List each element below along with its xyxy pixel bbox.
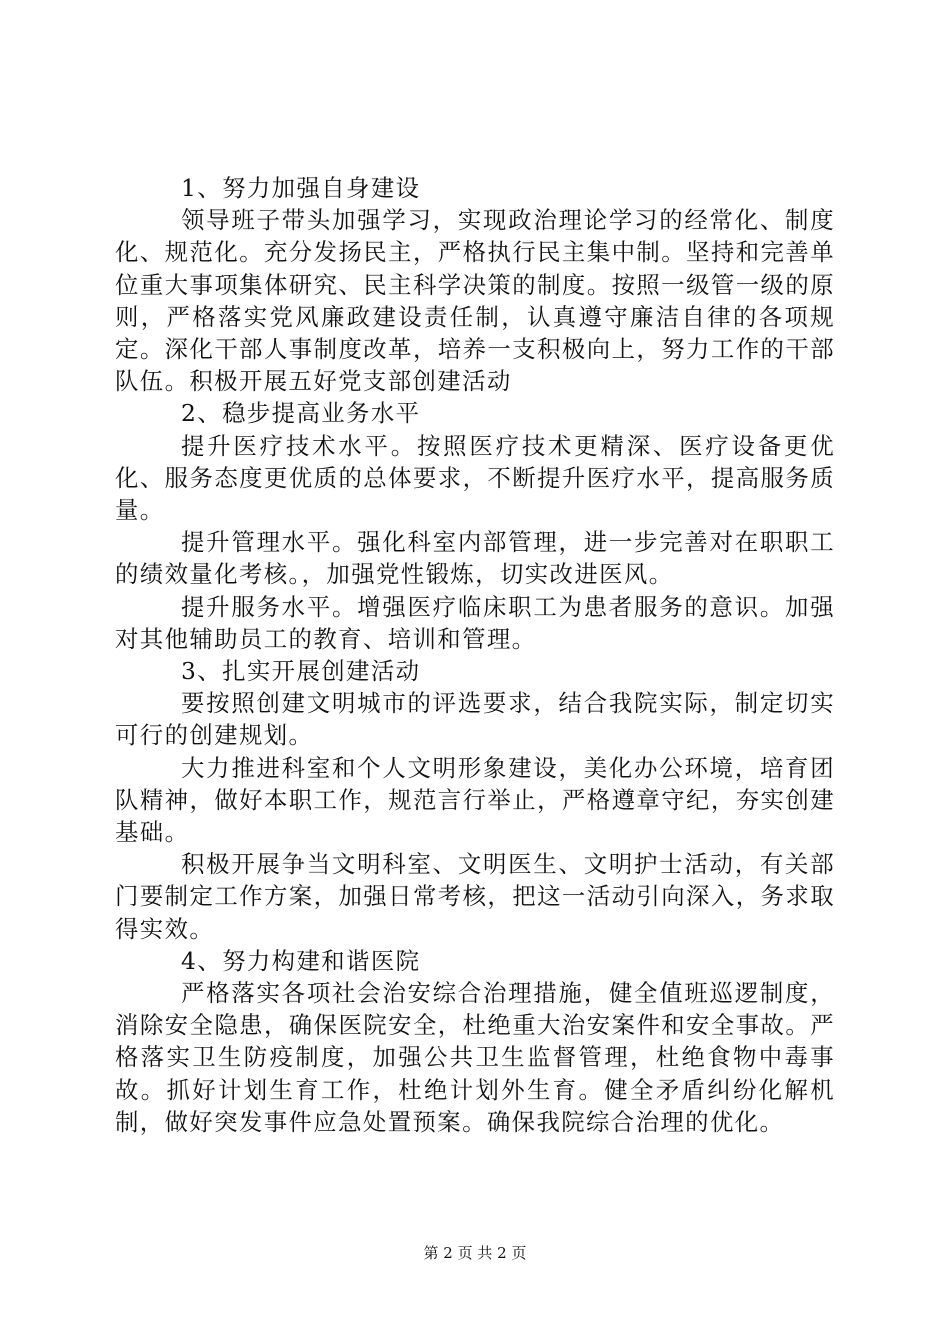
section-heading: 4、努力构建和谐医院 [181, 946, 421, 975]
section-paragraph: 提升管理水平。强化科室内部管理，进一步完善对在职职工的绩效量化考核。，加强党性锻炼，切实改进医风。 [115, 528, 835, 589]
section-paragraph: 提升服务水平。增强医疗临床职工为患者服务的意识。加强对其他辅助员工的教育、培训和管理。 [115, 592, 835, 653]
section-paragraph: 积极开展争当文明科室、文明医生、文明护士活动，有关部门要制定工作方案，加强日常考核，把这一活动引向深入，务求取得实效。 [115, 850, 835, 943]
section-paragraph: 要按照创建文明城市的评选要求，结合我院实际，制定切实可行的创建规划。 [115, 689, 835, 750]
section-paragraph: 领导班子带头加强学习，实现政治理论学习的经常化、制度化、规范化。充分发扬民主，严格执行民主集中制。坚持和完善单位重大事项集体研究、民主科学决策的制度。按照一级管一级的原则，严格落实党风廉政建设责任制，认真遵守廉洁自律的各项规定。深化干部人事制度改革，培养一支积极向上，努力工作的干部队伍。积极开展五好党支部创建活动 [115, 206, 835, 396]
page-number-footer: 第 2 页 共 2 页 [423, 1244, 527, 1262]
section-paragraph: 大力推进科室和个人文明形象建设，美化办公环境，培育团队精神，做好本职工作，规范言行举止，严格遵章守纪，夯实创建基础。 [115, 753, 835, 847]
section-heading: 1、努力加强自身建设 [181, 174, 421, 202]
section-paragraph: 提升医疗技术水平。按照医疗技术更精深、医疗设备更优化、服务态度更优质的总体要求，不断提升医疗水平，提高服务质量。 [115, 431, 835, 525]
section-paragraph: 严格落实各项社会治安综合治理措施，健全值班巡逻制度，消除安全隐患，确保医院安全，杜绝重大治安案件和安全事故。严格落实卫生防疫制度，加强公共卫生监督管理，杜绝食物中毒事故。抓好计划生育工作，杜绝计划外生育。健全矛盾纠纷化解机制，做好突发事件应急处置预案。确保我院综合治理的优化。 [115, 979, 835, 1136]
section-heading: 2、稳步提高业务水平 [181, 399, 421, 428]
document-body [115, 172, 835, 1138]
section-heading: 3、扎实开展创建活动 [181, 657, 421, 686]
